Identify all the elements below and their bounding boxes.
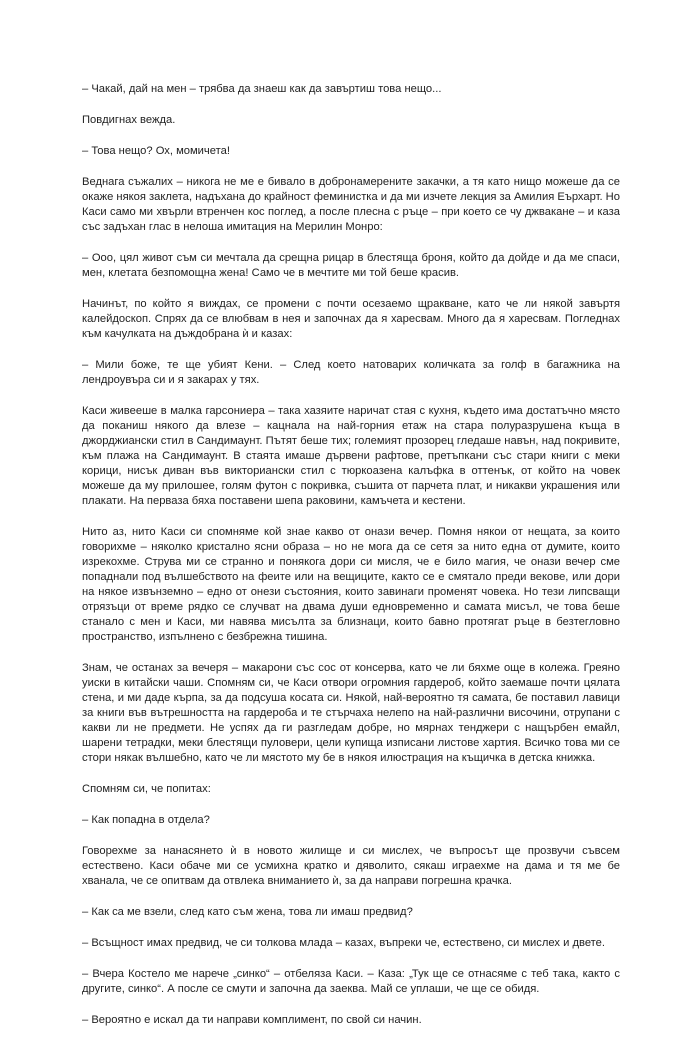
paragraph: Знам, че останах за вечеря – макарони със сос от консерва, като че ли бяхме още в колежа. Греяно уиски в китайски чаши. Спомням си, че Каси отвори огромния гардероб, който заемаше почти цялата стена, и ми даде кърпа, за да подсуша косата си. Някой, най-вероятно тя самата, бе поставил лавици за книги във вътрешността на гардероба и те стърчаха нелепо на най-различни височини, отрупани с какви ли не предмети. Не успях да ги разгледам добре, но мярнах тенджери с нащърбен емайл, шарени тетрадки, меки блестящи пуловери, цели купища изписани листове хартия. Всичко това ми се стори някак вълшебно, като че ли мястото му бе в някоя илюстрация на къщичка в детска книжка. — [82, 662, 620, 764]
document-page — [82, 82, 620, 1044]
paragraph: – Вероятно е искал да ти направи комплимент, по свой си начин. — [82, 1014, 422, 1026]
paragraph: Спомням си, че попитах: — [82, 783, 211, 795]
paragraph: – Това нещо? Ох, момичета! — [82, 145, 230, 157]
paragraph: – Ооо, цял живот съм си мечтала да срещна рицар в блестяща броня, който да дойде и да ме спаси, мен, клетата безпомощна жена! Само че в мечтите ми той беше красив. — [82, 252, 620, 279]
paragraph: Веднага съжалих – никога не ме е бивало в добронамерените закачки, а тя като нищо можеше да се окаже някоя заклета, надъхана до крайност феминистка и да ми изчете лекция за Амилия Еърхарт. Но Каси само ми хвърли втренчен кос поглед, а после плесна с ръце – при което се чу джвакане – и каза със задъхан глас в нелоша имитация на Мерилин Монро: — [82, 176, 620, 233]
paragraph: Каси живееше в малка гарсониера – така хазяите наричат стая с кухня, където има достатъчно място да поканиш някого да влезе – кацнала на най-горния етаж на стара полуразрушена къща в джорджиански стил в Сандимаунт. Пътят беше тих; големият прозорец гледаше навън, над покривите, към плажа на Сандимаунт. В стаята имаше дървени рафтове, претъпкани със стари книги с меки корици, нисък диван във викториански стил с тюркоазена калъфка в оттенък, от който на човек можеше да му прилошее, голям футон с покривка, съшита от парчета плат, и никакви украшения или плакати. На перваза бяха поставени шепа раковини, камъчета и кестени. — [82, 405, 620, 507]
paragraph: Повдигнах вежда. — [82, 114, 176, 126]
paragraph: Говорехме за нанасянето ѝ в новото жилище и си мислех, че въпросът ще прозвучи съвсем естествено. Каси обаче ми се усмихна кратко и дяволито, сякаш играехме на дама и тя ме бе хванала, че се опитвам да отвлека вниманието ѝ, за да направи погрешна крачка. — [82, 845, 620, 887]
paragraph: – Чакай, дай на мен – трябва да знаеш как да завъртиш това нещо... — [82, 83, 442, 95]
paragraph: Начинът, по който я виждах, се промени с почти осезаемо щракване, като че ли някой завъртя калейдоскоп. Спрях да се влюбвам в нея и започнах да я харесвам. Много да я харесвам. Погледнах към качулката на дъждобрана ѝ и казах: — [82, 298, 620, 340]
paragraph: Нито аз, нито Каси си спомняме кой знае какво от онази вечер. Помня някои от нещата, за които говорихме – няколко кристално ясни образа – но не мога да се сетя за нито една от думите, които изрекохме. Струва ми се странно и понякога дори си мисля, че е било магия, че онази вечер сме попаднали под вълшебството на феите или на вещиците, както се е смятало преди векове, или дори на някое извънземно – едно от онези състояния, които завинаги променят човека. Но тези липсващи отрязъци от време рядко се случват на двама души едновременно и самата мисъл, че това беше станало с мен и Каси, ми навява мисълта за близнаци, които бавно протягат ръце в безтегловно пространство, изпълнено с безбрежна тишина. — [82, 526, 620, 643]
paragraph: – Мили боже, те ще убият Кени. – След което натоварих количката за голф в багажника на лендроувъра си и я закарах у тях. — [82, 359, 620, 386]
paragraph: – Вчера Костело ме нарече „синко“ – отбеляза Каси. – Каза: „Тук ще се отнасяме с теб така, както с другите, синко“. А после се смути и започна да заеква. Май се уплаши, че ще се обидя. — [82, 968, 620, 995]
paragraph: – Всъщност имах предвид, че си толкова млада – казах, въпреки че, естествено, си мислех и двете. — [82, 937, 605, 949]
paragraph: – Как са ме взели, след като съм жена, това ли имаш предвид? — [82, 906, 413, 918]
paragraph: – Как попадна в отдела? — [82, 814, 210, 826]
